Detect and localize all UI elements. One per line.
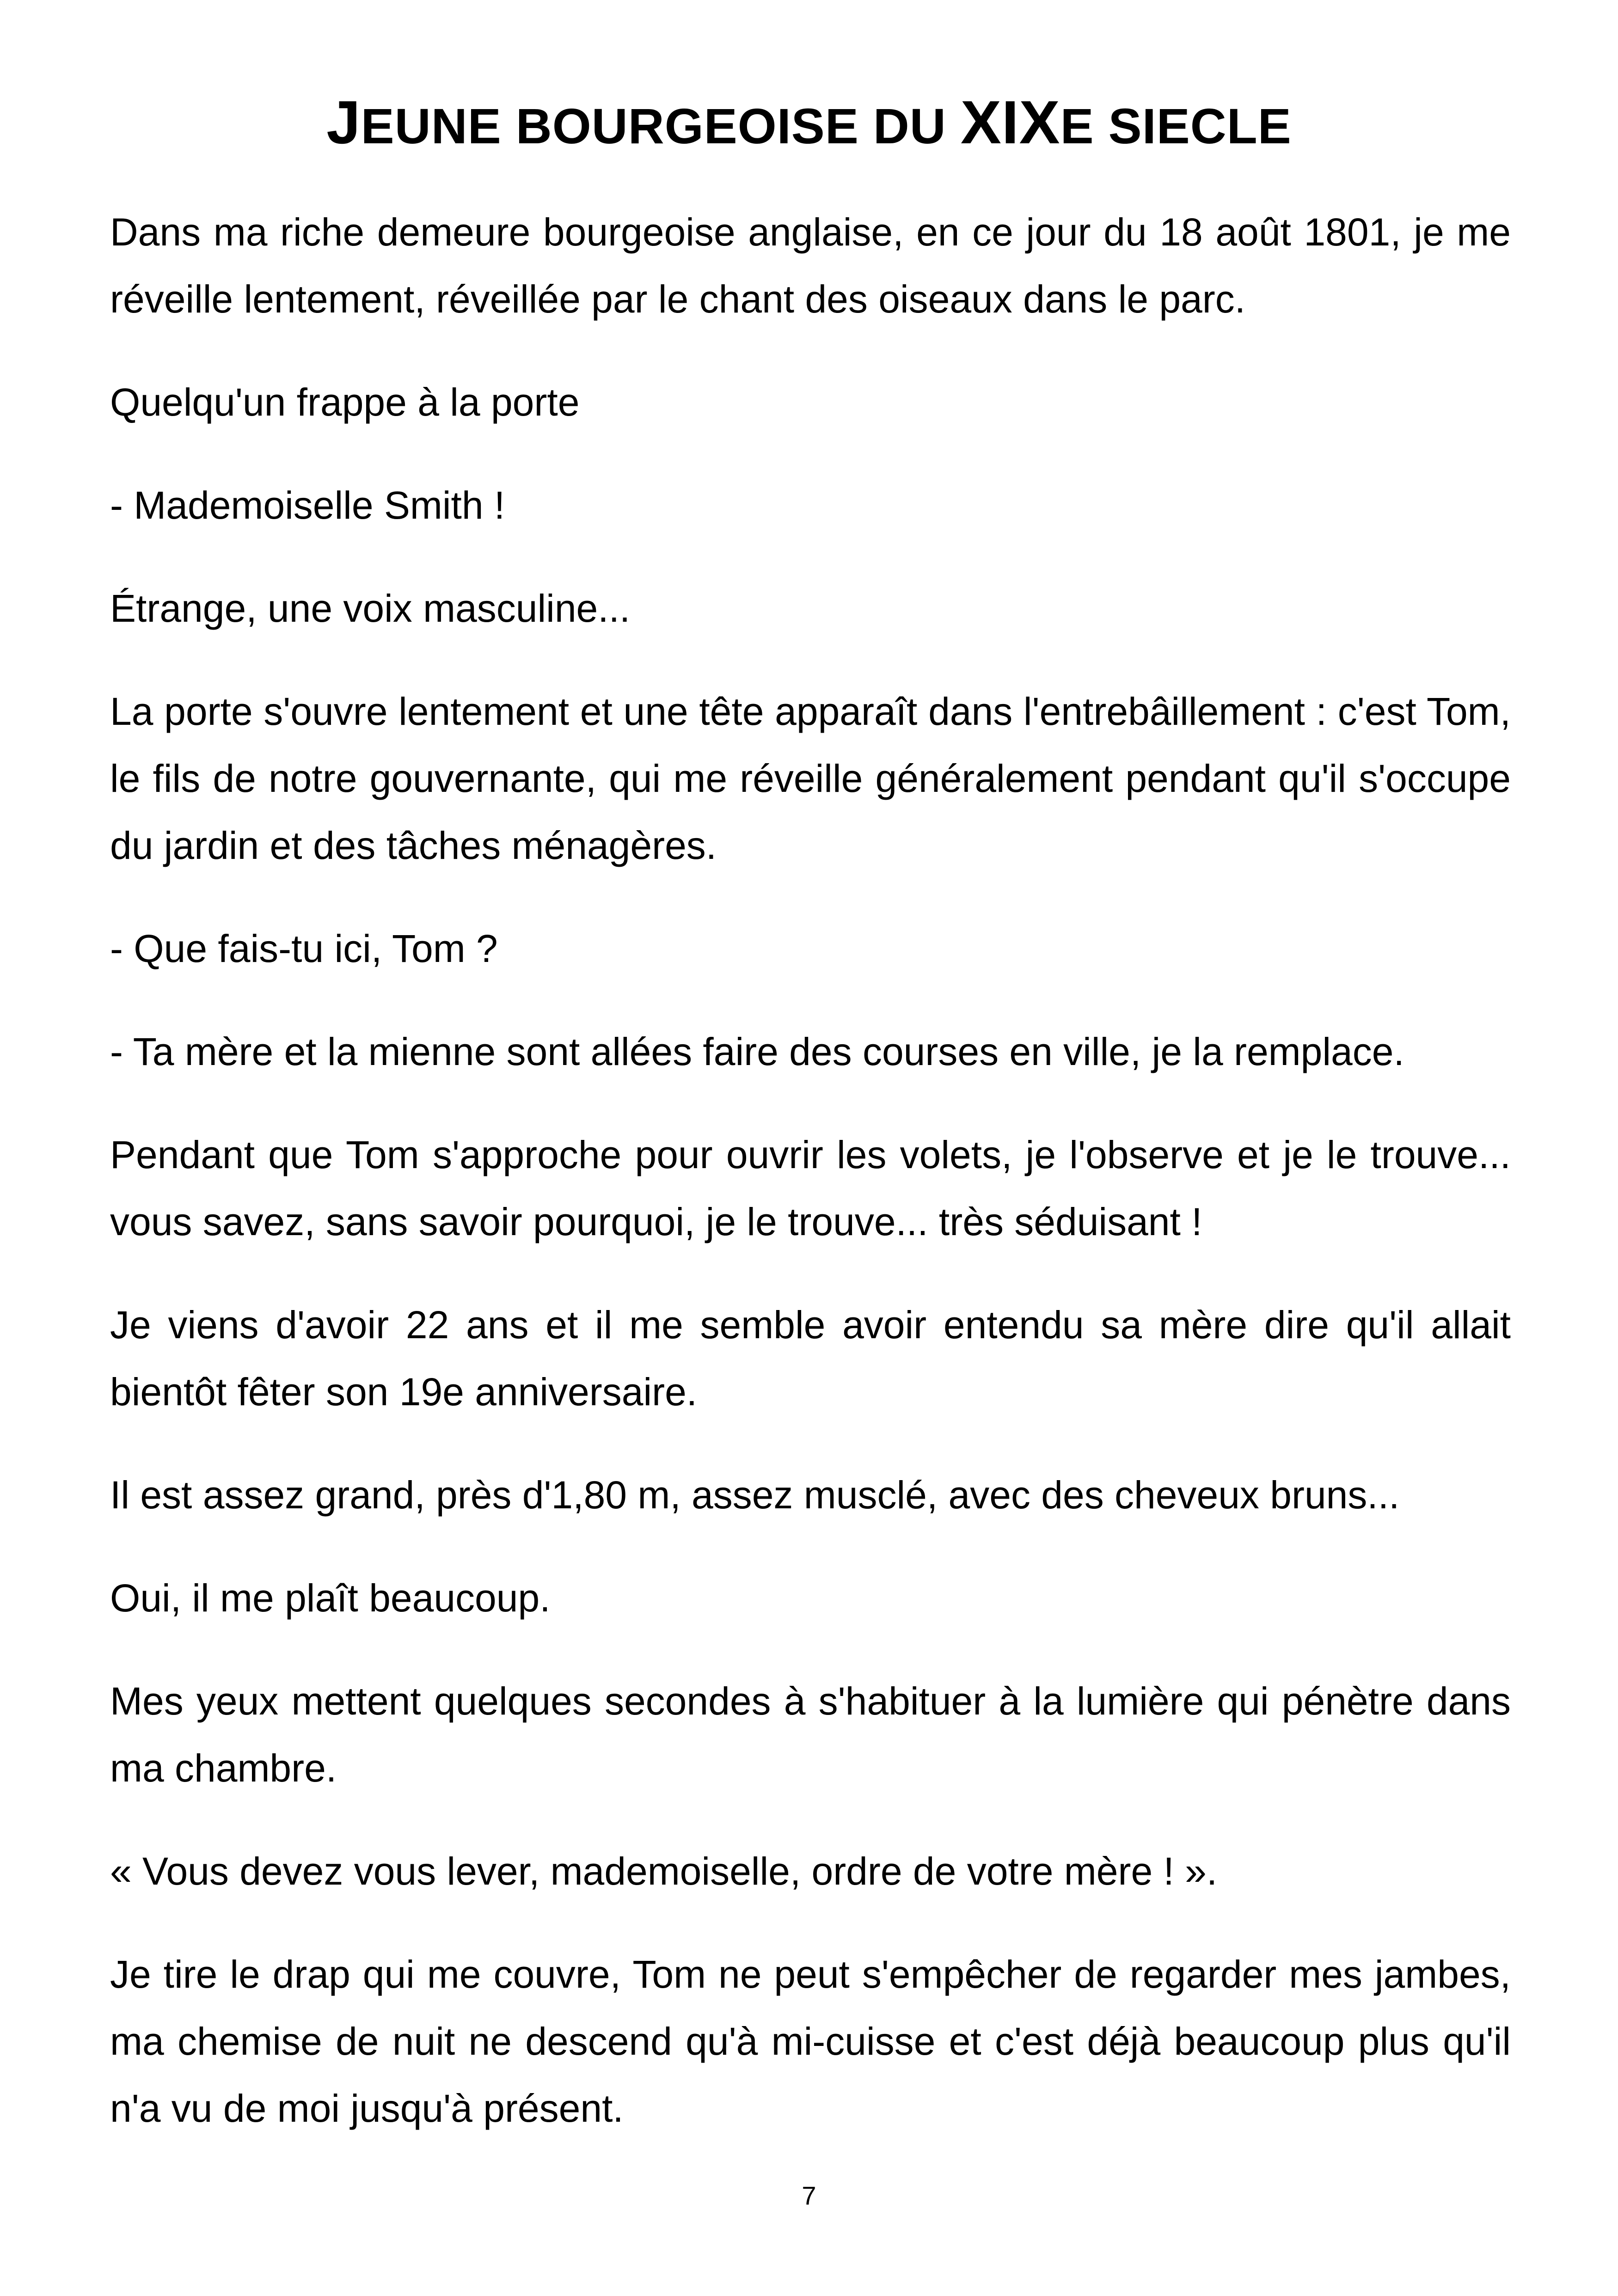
paragraph: La porte s'ouvre lentement et une tête apparaît dans l'entrebâillement : c'est Tom, le fils de notre gouvernante, qui me réveille généralement pendant qu'il s'occupe du jardin et des tâches ménagères. <box>110 690 1511 867</box>
paragraph: Je tire le drap qui me couvre, Tom ne peut s'empêcher de regarder mes jambes, ma chemise de nuit ne descend qu'à mi-cuisse et c'est déjà beaucoup plus qu'il n'a vu de moi jusqu'à présent. <box>110 1953 1511 2130</box>
page-title <box>0 90 1618 159</box>
paragraph: Dans ma riche demeure bourgeoise anglaise, en ce jour du 18 août 1801, je me réveille lentement, réveillée par le chant des oiseaux dans le parc. <box>110 210 1511 321</box>
title-suffix: E SIECLE <box>1060 98 1292 154</box>
title-initial: J <box>326 88 361 156</box>
paragraph: - Que fais-tu ici, Tom ? <box>110 927 498 970</box>
page-number: 7 <box>802 2181 816 2210</box>
paragraph: Quelqu'un frappe à la porte <box>110 380 580 424</box>
paragraph: Oui, il me plaît beaucoup. <box>110 1576 551 1620</box>
title-text: EUNE BOURGEOISE DU <box>361 98 961 154</box>
paragraph: Étrange, une voix masculine... <box>110 587 631 630</box>
body-text <box>110 199 1511 2142</box>
paragraph: Mes yeux mettent quelques secondes à s'habituer à la lumière qui pénètre dans ma chambre. <box>110 1679 1511 1790</box>
paragraph: « Vous devez vous lever, mademoiselle, ordre de votre mère ! ». <box>110 1849 1218 1893</box>
paragraph: - Mademoiselle Smith ! <box>110 484 505 527</box>
title-numeral: XIX <box>960 88 1060 156</box>
paragraph: - Ta mère et la mienne sont allées faire des courses en ville, je la remplace. <box>110 1030 1404 1073</box>
paragraph: Je viens d'avoir 22 ans et il me semble avoir entendu sa mère dire qu'il allait bientôt fêter son 19e anniversaire. <box>110 1303 1511 1414</box>
paragraph: Pendant que Tom s'approche pour ouvrir les volets, je l'observe et je le trouve... vous savez, sans savoir pourquoi, je le trouve... très séduisant ! <box>110 1133 1511 1243</box>
paragraph: Il est assez grand, près d'1,80 m, assez musclé, avec des cheveux bruns... <box>110 1473 1400 1517</box>
